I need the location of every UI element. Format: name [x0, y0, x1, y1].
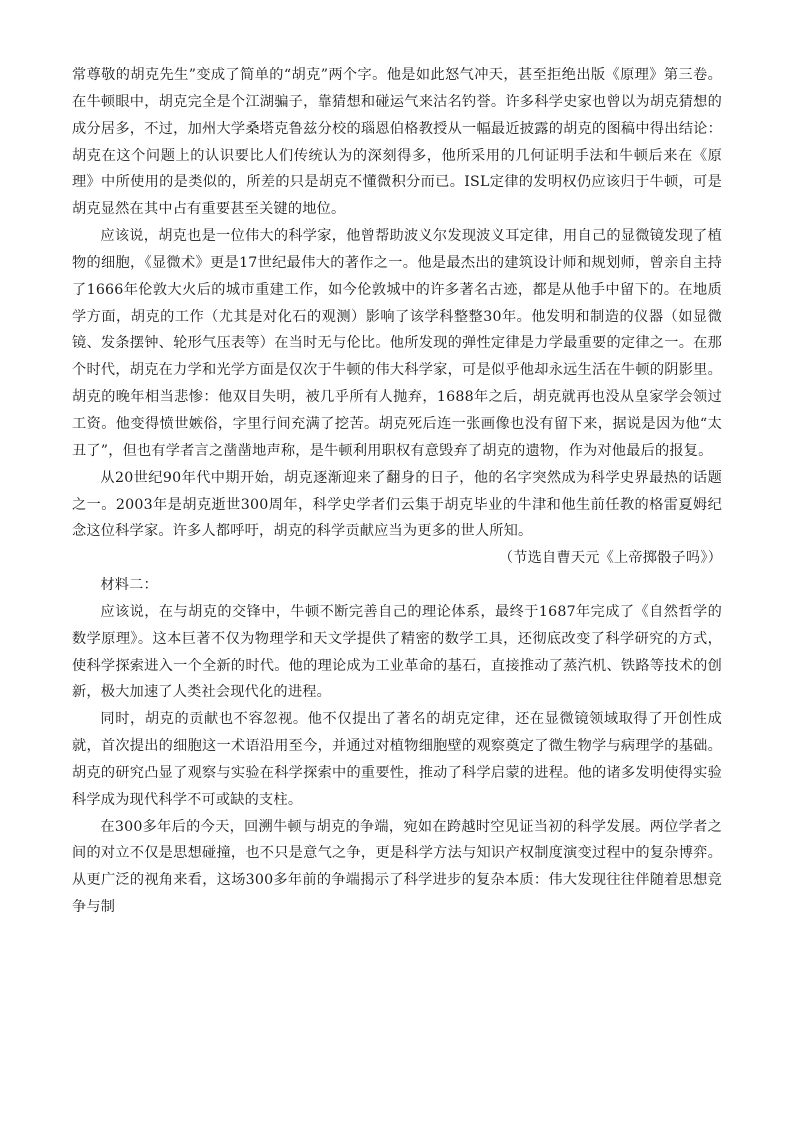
source-citation: （节选自曹天元《上帝掷骰子吗》）	[498, 550, 722, 567]
paragraph-5: 同时，胡克的贡献也不容忽视。他不仅提出了著名的胡克定律，还在显微镜领域取得了开创性成就，首次提出的细胞这一术语沿用至今，并通过对植物细胞壁的观察奠定了微生物学与病理学的基础。胡克的研究凸显了观察与实验在科学探索中的重要性，推动了科学启蒙的进程。他的诸多发明使得实验科学成为现代科学不可或缺的支柱。	[72, 711, 722, 808]
material-2-label: 材料二：	[100, 577, 158, 594]
paragraph-1: 常尊敬的胡克先生”变成了简单的“胡克”两个字。他是如此怒气冲天，甚至拒绝出版《原理》第三卷。在牛顿眼中，胡克完全是个江湖骗子，靠猜想和碰运气来沽名钓誉。许多科学史家也曾以为胡克猜想的成分居多，不过，加州大学桑塔克鲁兹分校的瑙恩伯格教授从一幅最近披露的胡克的图稿中得出结论：胡克在这个问题上的认识要比人们传统认为的深刻得多，他所采用的几何证明手法和牛顿后来在《原理》中所使用的是类似的，所差的只是胡克不懂微积分而已。ISL定律的发明权仍应该归于牛顿，可是胡克显然在其中占有重要甚至关键的地位。	[72, 67, 722, 218]
paragraph-6: 在300多年后的今天，回溯牛顿与胡克的争端，宛如在跨越时空见证当初的科学发展。两位学者之间的对立不仅是思想碰撞，也不只是意气之争，更是科学方法与知识产权制度演变过程中的复杂博弈。从更广泛的视角来看，这场300多年前的争端揭示了科学进步的复杂本质：伟大发现往往伴随着思想竞争与制	[72, 818, 722, 916]
document-page	[72, 62, 722, 921]
paragraph-2: 应该说，胡克也是一位伟大的科学家，他曾帮助波义尔发现波义耳定律，用自己的显微镜发现了植物的细胞，《显微术》更是17世纪最伟大的著作之一。他是最杰出的建筑设计师和规划师，曾亲自主持了1666年伦敦大火后的城市重建工作，如今伦敦城中的许多著名古迹，都是从他手中留下的。在地质学方面，胡克的工作（尤其是对化石的观测）影响了该学科整整30年。他发明和制造的仪器（如显微镜、发条摆钟、轮形气压表等）在当时无与伦比。他所发现的弹性定律是力学最重要的定律之一。在那个时代，胡克在力学和光学方面是仅次于牛顿的伟大科学家，可是似乎他却永远生活在牛顿的阴影里。胡克的晚年相当悲惨：他双目失明，被几乎所有人抛弃，1688年之后，胡克就再也没从皇家学会领过工资。他变得愤世嫉俗，字里行间充满了挖苦。胡克死后连一张画像也没有留下来，据说是因为他“太丑了”，但也有学者言之凿凿地声称，是牛顿利用职权有意毁弃了胡克的遗物，作为对他最后的报复。	[72, 228, 722, 459]
paragraph-3: 从20世纪90年代中期开始，胡克逐渐迎来了翻身的日子，他的名字突然成为科学史界最热的话题之一。2003年是胡克逝世300周年，科学史学者们云集于胡克毕业的牛津和他生前任教的格雷夏姆纪念这位科学家。许多人都呼吁，胡克的科学贡献应当为更多的世人所知。	[72, 469, 722, 540]
paragraph-4: 应该说，在与胡克的交锋中，牛顿不断完善自己的理论体系，最终于1687年完成了《自然哲学的数学原理》。这本巨著不仅为物理学和天文学提供了精密的数学工具，还彻底改变了科学研究的方式，使科学探索进入一个全新的时代。他的理论成为工业革命的基石，直接推动了蒸汽机、铁路等技术的创新，极大加速了人类社会现代化的进程。	[72, 603, 722, 701]
